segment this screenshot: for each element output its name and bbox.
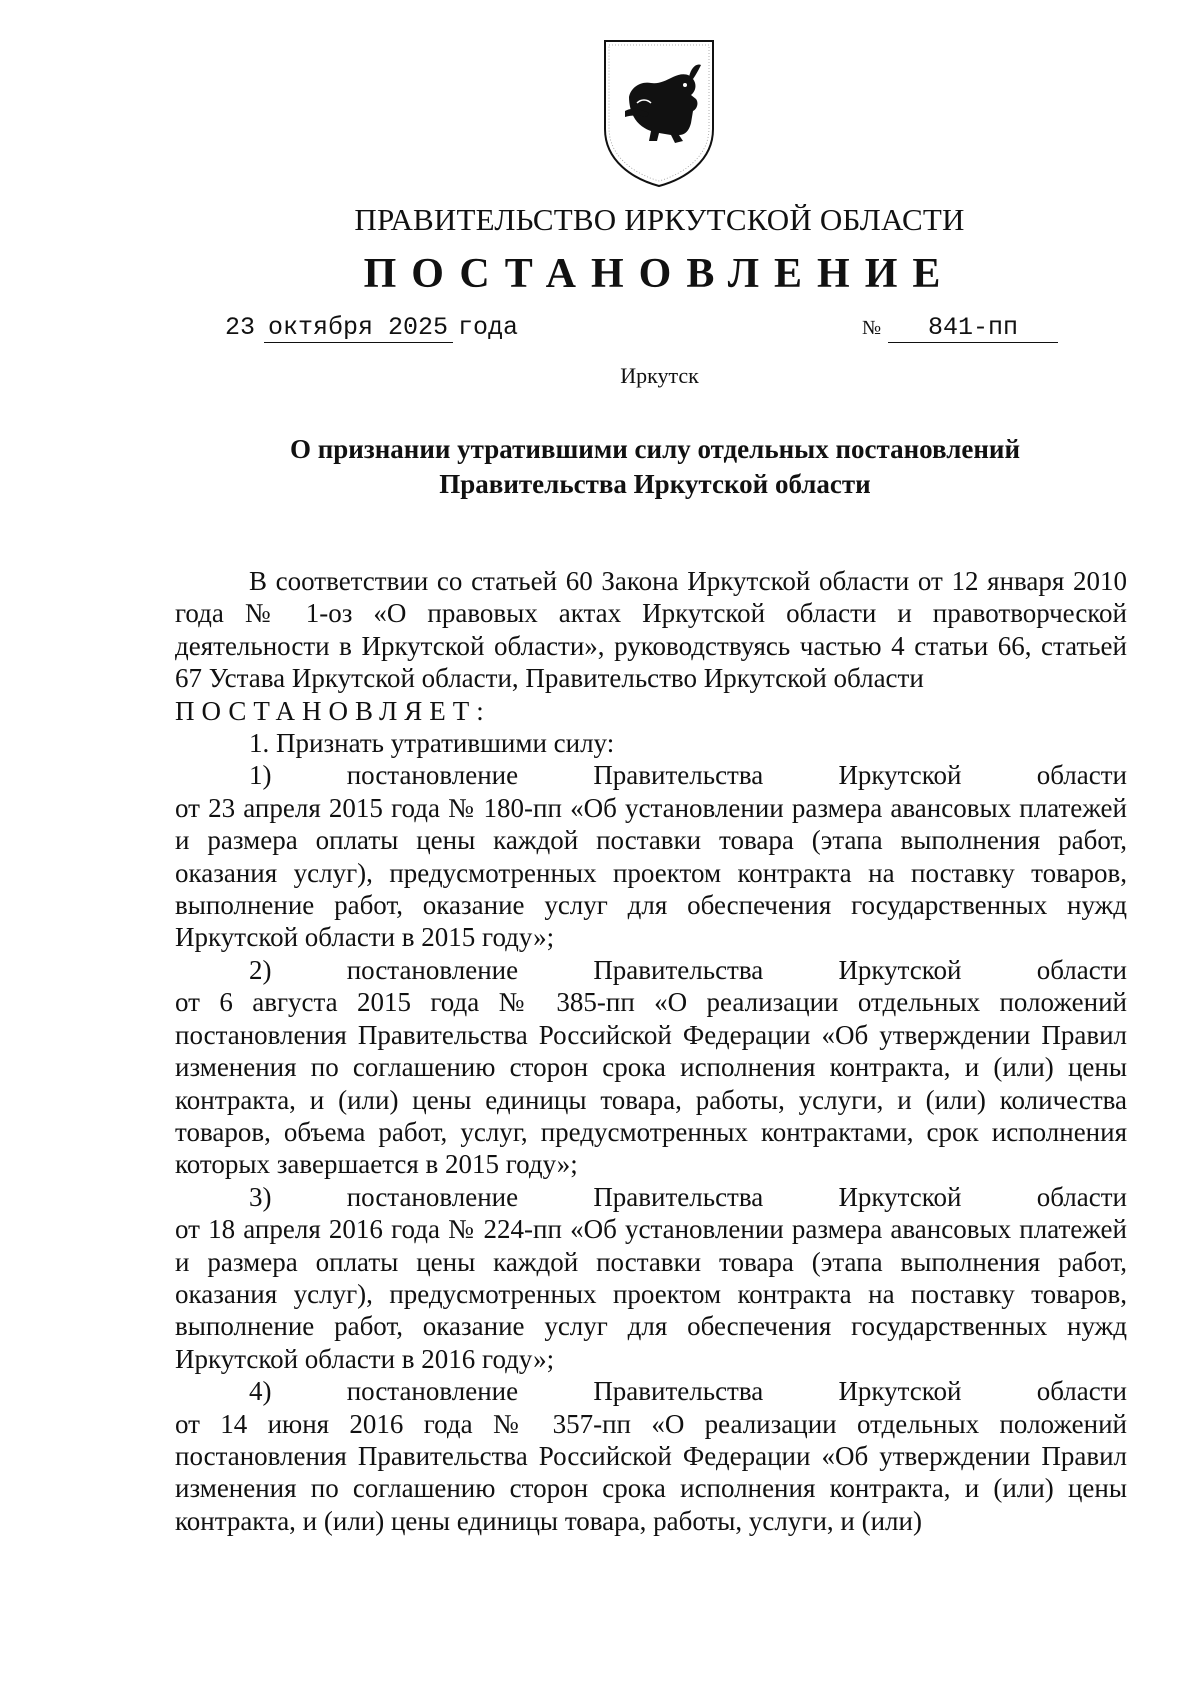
list-item (175, 1181, 1127, 1375)
list-item-word: Правительства (593, 760, 764, 791)
list-item-head (175, 759, 1127, 791)
list-item (175, 954, 1127, 1181)
list-item-head (175, 1375, 1127, 1407)
clause-1: 1. Признать утратившими силу: (249, 728, 615, 759)
list-item-number: 4) (249, 1376, 272, 1407)
list-item-word: Иркутской (838, 1181, 962, 1212)
list-item-head (175, 954, 1127, 986)
title-line-1: О признании утратившими силу отдельных постановлений (289, 434, 1021, 464)
list-item-word: области (1036, 954, 1127, 985)
document-type: ПОСТАНОВЛЕНИЕ (363, 251, 956, 297)
date-month-year: октября 2025 (264, 313, 453, 343)
irkutsk-coat-of-arms-icon (601, 37, 717, 189)
list-item-word: Иркутской (838, 760, 962, 791)
preamble-paragraph: В соответствии со статьей 60 Закона Иркутской области от 12 января 2010 года № 1-оз «О правовых актах Иркутской области и правотворческой деятельности в Иркутской области», руководствуясь частью 4 статьи 66, статьей 67 Устава Иркутской области, Правительство Иркутской области (175, 566, 1127, 694)
date-number-row (0, 313, 1200, 353)
city: Иркутск (620, 363, 699, 388)
document-body (175, 565, 1127, 1537)
list-item-text: от 6 августа 2015 года № 385-пп «О реализации отдельных положений постановления Правительства Российской Федерации «Об утверждении Правил изменения по соглашению сторон срока исполнения контракта, и (или) цены контракта, и (или) цены единицы товара, работы, услуги, и (или) количества товаров, объема работ, услуг, предусмотренных контрактами, срок исполнения которых завершается в 2015 году»; (175, 987, 1127, 1180)
organization-name: ПРАВИТЕЛЬСТВО ИРКУТСКОЙ ОБЛАСТИ (354, 202, 965, 237)
list-item-word: постановление (346, 1181, 519, 1212)
list-item-word: постановление (346, 954, 519, 985)
number-sign: № (862, 317, 882, 339)
list-item (175, 759, 1127, 953)
list-item-word: Иркутской (838, 954, 962, 985)
list-item-word: постановление (346, 760, 519, 791)
list-item-word: области (1036, 1376, 1127, 1407)
list-item (175, 1375, 1127, 1537)
list-item-text: от 18 апреля 2016 года № 224-пп «Об установлении размера авансовых платежей и размера оплаты цены каждой поставки товара (этапа выполнения работ, оказания услуг), предусмотренных проектом контракта на поставку товаров, выполнение работ, оказание услуг для обеспечения государственных нужд Иркутской области в 2016 году»; (175, 1214, 1127, 1374)
document-title (175, 432, 1135, 502)
list-item-word: постановление (346, 1376, 519, 1407)
list-item-word: Иркутской (838, 1376, 962, 1407)
list-item-number: 2) (249, 954, 272, 985)
list-item-text: от 14 июня 2016 года № 357-пп «О реализации отдельных положений постановления Правительства Российской Федерации «Об утверждении Правил изменения по соглашению сторон срока исполнения контракта, и (или) цены контракта, и (или) цены единицы товара, работы, услуги, и (или) (175, 1408, 1127, 1536)
list-item-word: области (1036, 760, 1127, 791)
list-item-word: Правительства (593, 1376, 764, 1407)
list-item-head (175, 1181, 1127, 1213)
list-item-text: от 23 апреля 2015 года № 180-пп «Об установлении размера авансовых платежей и размера оплаты цены каждой поставки товара (этапа выполнения работ, оказания услуг), предусмотренных проектом контракта на поставку товаров, выполнение работ, оказание услуг для обеспечения государственных нужд Иркутской области в 2015 году»; (175, 792, 1127, 953)
document-number: 841-пп (888, 313, 1058, 343)
list-item-word: Правительства (593, 954, 764, 985)
list-item-number: 1) (249, 760, 272, 791)
list-item-number: 3) (249, 1181, 272, 1212)
date-suffix: года (458, 313, 519, 342)
title-line-2: Правительства Иркутской области (439, 469, 871, 499)
list-item-word: области (1036, 1181, 1127, 1212)
list-item-word: Правительства (593, 1181, 764, 1212)
date-day: 23 (225, 313, 256, 342)
resolves-heading: ПОСТАНОВЛЯЕТ: (175, 695, 491, 726)
